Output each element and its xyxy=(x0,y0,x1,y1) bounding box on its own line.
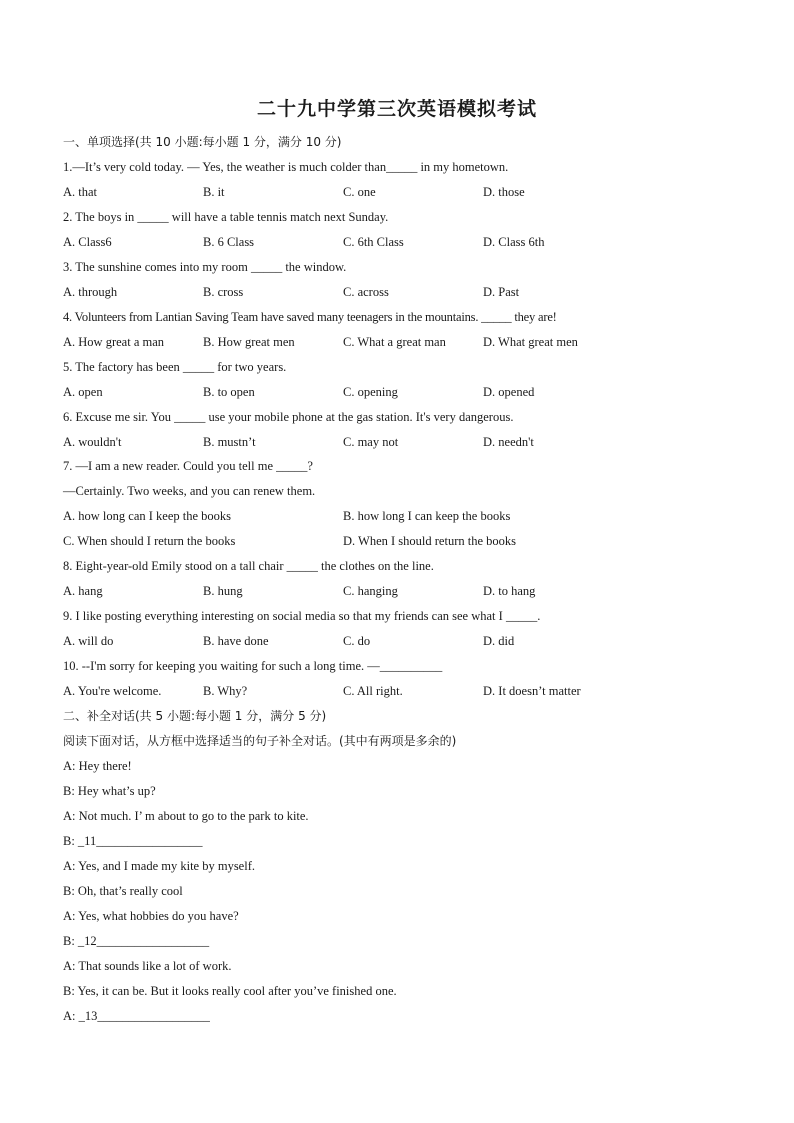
q10-option-a: A. You're welcome. xyxy=(63,684,162,698)
question-5-stem: 5. The factory has been _____ for two years. xyxy=(63,360,287,374)
question-2-stem: 2. The boys in _____ will have a table tennis match next Sunday. xyxy=(63,210,389,224)
section2-instruction: 阅读下面对话，从方框中选择适当的句子补全对话。(其中有两项是多余的) xyxy=(63,734,457,748)
q9-option-d: D. did xyxy=(483,634,515,648)
question-7-response: —Certainly. Two weeks, and you can renew them. xyxy=(63,484,316,498)
dialogue-line: A: Yes, and I made my kite by myself. xyxy=(63,859,255,873)
q8-option-a: A. hang xyxy=(63,584,103,598)
dialogue-line: A: Not much. I’ m about to go to the park to kite. xyxy=(63,809,309,823)
exam-title: 二十九中学第三次英语模拟考试 xyxy=(256,98,537,120)
dialogue-blank-13: A: _13__________________ xyxy=(63,1009,210,1023)
dialogue-blank-11: B: _11_________________ xyxy=(63,834,203,848)
q3-option-d: D. Past xyxy=(483,285,520,299)
q1-option-c: C. one xyxy=(343,185,376,199)
q7-option-c: C. When should I return the books xyxy=(63,534,236,548)
q1-option-d: D. those xyxy=(483,185,525,199)
q6-option-a: A. wouldn't xyxy=(63,435,122,449)
q5-option-d: D. opened xyxy=(483,385,535,399)
q4-option-d: D. What great men xyxy=(483,335,578,349)
q9-option-c: C. do xyxy=(343,634,371,648)
q3-option-a: A. through xyxy=(63,285,118,299)
dialogue-line: B: Yes, it can be. But it looks really cool after you’ve finished one. xyxy=(63,984,397,998)
question-3-stem: 3. The sunshine comes into my room _____ the window. xyxy=(63,260,347,274)
q5-option-b: B. to open xyxy=(203,385,255,399)
q10-option-c: C. All right. xyxy=(343,684,403,698)
question-10-stem: 10. --I'm sorry for keeping you waiting for such a long time. —__________ xyxy=(63,659,443,673)
q6-option-c: C. may not xyxy=(343,435,399,449)
q4-option-c: C. What a great man xyxy=(343,335,446,349)
q1-option-b: B. it xyxy=(203,185,225,199)
q9-option-a: A. will do xyxy=(63,634,114,648)
dialogue-line: B: Oh, that’s really cool xyxy=(63,884,183,898)
q10-option-d: D. It doesn’t matter xyxy=(483,684,581,698)
q5-option-a: A. open xyxy=(63,385,103,399)
q8-option-b: B. hung xyxy=(203,584,243,598)
q7-option-b: B. how long I can keep the books xyxy=(343,509,511,523)
q8-option-c: C. hanging xyxy=(343,584,398,598)
question-8-stem: 8. Eight-year-old Emily stood on a tall chair _____ the clothes on the line. xyxy=(63,559,434,573)
q2-option-d: D. Class 6th xyxy=(483,235,545,249)
question-7-stem: 7. —I am a new reader. Could you tell me _____? xyxy=(63,459,313,473)
question-6-stem: 6. Excuse me sir. You _____ use your mobile phone at the gas station. It's very dangerous. xyxy=(63,410,514,424)
question-9-stem: 9. I like posting everything interesting on social media so that my friends can see what I _____. xyxy=(63,609,541,623)
q3-option-b: B. cross xyxy=(203,285,244,299)
dialogue-blank-12: B: _12__________________ xyxy=(63,934,210,948)
q1-option-a: A. that xyxy=(63,185,98,199)
q10-option-b: B. Why? xyxy=(203,684,248,698)
q2-option-b: B. 6 Class xyxy=(203,235,255,249)
q3-option-c: C. across xyxy=(343,285,389,299)
section1-heading: 一、单项选择(共 10 小题:每小题 1 分，满分 10 分) xyxy=(63,135,342,149)
q4-option-b: B. How great men xyxy=(203,335,295,349)
question-1-stem: 1.—It’s very cold today. — Yes, the weather is much colder than_____ in my hometown. xyxy=(63,160,509,174)
dialogue-line: A: Yes, what hobbies do you have? xyxy=(63,909,239,923)
q8-option-d: D. to hang xyxy=(483,584,536,598)
q7-option-a: A. how long can I keep the books xyxy=(63,509,232,523)
dialogue-line: A: Hey there! xyxy=(63,759,132,773)
q2-option-c: C. 6th Class xyxy=(343,235,404,249)
dialogue-line: A: That sounds like a lot of work. xyxy=(63,959,232,973)
dialogue-line: B: Hey what’s up? xyxy=(63,784,156,798)
q6-option-b: B. mustn’t xyxy=(203,435,256,449)
section2-heading: 二、补全对话(共 5 小题:每小题 1 分，满分 5 分) xyxy=(63,709,327,723)
q9-option-b: B. have done xyxy=(203,634,269,648)
q2-option-a: A. Class6 xyxy=(63,235,112,249)
question-4-stem: 4. Volunteers from Lantian Saving Team have saved many teenagers in the mountains. _____ they are! xyxy=(63,310,557,324)
q4-option-a: A. How great a man xyxy=(63,335,165,349)
q5-option-c: C. opening xyxy=(343,385,398,399)
q7-option-d: D. When I should return the books xyxy=(343,534,517,548)
q6-option-d: D. needn't xyxy=(483,435,534,449)
